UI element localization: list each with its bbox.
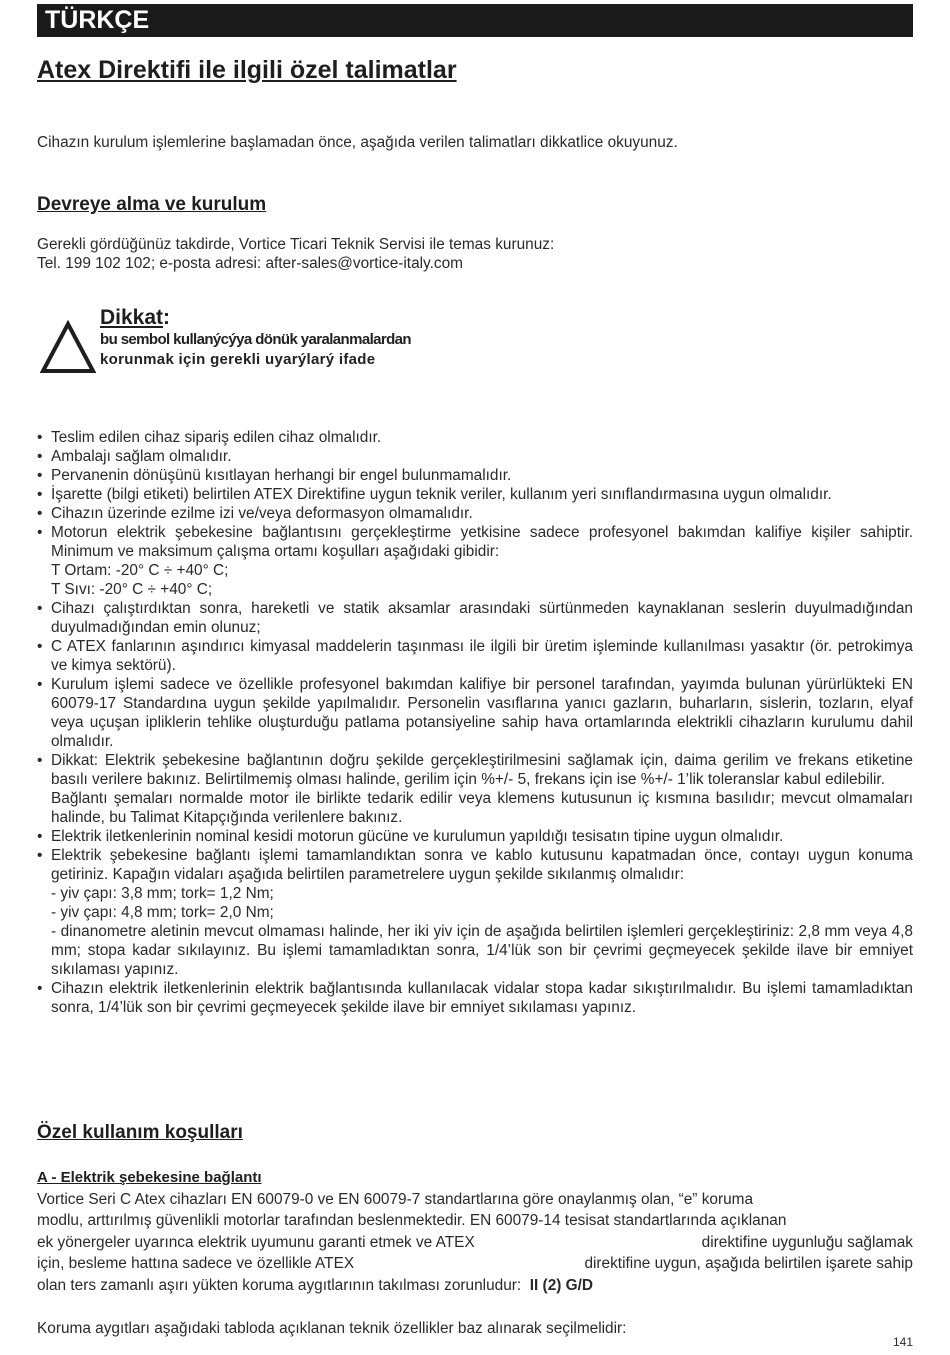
instruction-line: • Elektrik şebekesine bağlantı işlemi tamamlandıktan sonra ve kablo kutusunu kapatmadan önce, contayı uygun konuma getiriniz. Kapağın vidaları aşağıda belirtilen parametrelere uygun şekilde sıkılanmış olmalıdır: [51,847,913,883]
instruction-line: • C ATEX fanlarının aşındırıcı kimyasal maddelerin taşınması ile ilgili bir üretim işleminde kullanılması yasaktır (ör. petrokimya ve kimya sektörü). [51,638,913,674]
warning-triangle-icon [40,320,96,374]
instruction-line: • Teslim edilen cihaz sipariş edilen cihaz olmalıdır. [51,429,382,446]
instruction-line: • Ambalajı sağlam olmalıdır. [51,448,232,465]
electrical-connection-subtitle: A - Elektrik şebekesine bağlantı [37,1169,262,1186]
instruction-item [37,599,913,637]
warning-title [100,306,170,330]
instruction-item [37,751,913,827]
instruction-item [37,675,913,751]
instruction-line: T Ortam: -20° C ÷ +40° C; [51,562,229,579]
atex-marking: II (2) G/D [529,1277,594,1294]
commissioning-section-title: Devreye alma ve kurulum [37,194,267,215]
special-paragraph-line-1: Vortice Seri C Atex cihazları EN 60079-0 ve EN 60079-7 standartlarına göre onaylanmış olan, “e” koruma [37,1191,754,1208]
special-conditions-title: Özel kullanım koşulları [37,1122,243,1143]
language-header-bar: TÜRKÇE [37,4,913,37]
instruction-item [37,428,913,447]
page-title: Atex Direktifi ile ilgili özel talimatlar [37,56,457,84]
special-paragraph-line-5-text: olan ters zamanlı aşırı yükten koruma aygıtlarının takılması zorunludur: [37,1277,522,1294]
protection-devices-text: Koruma aygıtları aşağıdaki tabloda açıklanan teknik özellikler baz alınarak seçilmelidir: [37,1320,627,1337]
instruction-item [37,504,913,523]
special-paragraph-line-4b: direktifine uygun, aşağıda belirtilen işarete sahip [584,1255,913,1272]
instruction-line: • Cihazın elektrik iletkenlerinin elektrik bağlantısında kullanılacak vidalar stopa kadar sıkıştırılmalıdır. Bu işlemi tamamladıktan sonra, 1/4’lük son bir çevrimi geçmeyecek şekilde ilave bir emniyet sıkılaması yapınız. [51,980,913,1016]
instruction-item [37,827,913,846]
warning-text-line-1: bu sembol kullanýcýya dönük yaralanmalardan [100,331,411,348]
instruction-line: • Motorun elektrik şebekesine bağlantısını gerçekleştirme yetkisine sadece profesyonel bakımdan kalifiye kişiler sahiptir. Minimum ve maksimum çalışma ortamı koşulları aşağıdaki gibidir: [51,524,913,560]
special-paragraph-line-2: modlu, arttırılmış güvenlikli motorlar tarafından beslenmektedir. EN 60079-14 tesisat standartlarında açıklanan [37,1212,787,1229]
special-paragraph-line-5 [37,1276,913,1295]
special-paragraph-line-4a: için, besleme hattına sadece ve özellikle ATEX [37,1255,355,1272]
warning-title-text: Dikkat [100,306,164,329]
page-number: 141 [892,1335,913,1349]
instruction-item [37,637,913,675]
instruction-item [37,523,913,599]
instruction-line: - yiv çapı: 4,8 mm; tork= 2,0 Nm; [51,904,274,921]
instruction-line: • Cihazın üzerinde ezilme izi ve/veya deformasyon olmamalıdır. [51,505,473,522]
warning-title-colon: : [163,306,171,329]
instruction-line: • Pervanenin dönüşünü kısıtlayan herhangi bir engel bulunmamalıdır. [51,467,512,484]
special-paragraph-line-3b: direktifine uygunluğu sağlamak [701,1234,913,1251]
instruction-list [37,428,913,1017]
contact-line-1: Gerekli gördüğünüz takdirde, Vortice Ticari Teknik Servisi ile temas kurunuz: [37,236,555,253]
instruction-line: • Kurulum işlemi sadece ve özellikle profesyonel bakımdan kalifiye bir personel tarafından, yayımda bulunan yürürlükteki EN 60079-17 Standardına uygun şekilde yapılmalıdır. Personelin vasıflarına yanıcı gazların, buharların, sislerin, tozların, elyaf veya uçuşan ipliklerin tehlike oluşturduğu patlama potansiyeline sahip hava ortamlarında elektrikli cihazların kurulumu dahil olmalıdır. [51,676,913,750]
instruction-line: - yiv çapı: 3,8 mm; tork= 1,2 Nm; [51,885,274,902]
instruction-item [37,846,913,979]
instruction-item [37,979,913,1017]
instruction-line: - dinanometre aletinin mevcut olmaması halinde, her iki yiv için de aşağıda belirtilen işlemleri gerçekleştiriniz: 2,8 mm veya 4,8 mm; stopa kadar sıkılayınız. Bu işlemi tamamladıktan sonra, 1/4’lük son bir çevrimi geçmeyecek şekilde ilave bir emniyet sıkılaması yapınız. [51,923,913,978]
intro-text: Cihazın kurulum işlemlerine başlamadan önce, aşağıda verilen talimatları dikkatlice okuyunuz. [37,134,678,151]
instruction-item [37,466,913,485]
instruction-item [37,485,913,504]
instruction-line: • Cihazı çalıştırdıktan sonra, hareketli ve statik aksamlar arasındaki sürtünmeden kaynaklanan seslerin duyulmadığından duyulmadığından emin olunuz; [51,600,913,636]
instruction-line: • Dikkat: Elektrik şebekesine bağlantının doğru şekilde gerçekleştirilmesini sağlamak için, daima gerilim ve frekans etiketine basılı verilere bakınız. Belirtilmemiş olması halinde, gerilim için %+/- 5, frekans için ise %+/- 1’lik toleranslar kabul edilebilir. [51,752,913,788]
warning-text-line-2: korunmak için gerekli uyarýlarý ifade [100,351,376,368]
instruction-line: • Elektrik iletkenlerinin nominal kesidi motorun gücüne ve kurulumun yapıldığı tesisatın tipine uygun olmalıdır. [51,828,784,845]
special-paragraph-line-3a: ek yönergeler uyarınca elektrik uyumunu garanti etmek ve ATEX [37,1234,475,1251]
instruction-item [37,447,913,466]
instruction-line: Bağlantı şemaları normalde motor ile birlikte tedarik edilir veya klemens kutusunun iç kısmına basılıdır; mevcut olmamaları halinde, bu Talimat Kitapçığında verilenlere bakınız. [51,790,913,826]
contact-line-2: Tel. 199 102 102; e-posta adresi: after-sales@vortice-italy.com [37,255,463,272]
instruction-line: T Sıvı: -20° C ÷ +40° C; [51,581,213,598]
instruction-line: • İşarette (bilgi etiketi) belirtilen ATEX Direktifine uygun teknik veriler, kullanım yeri sınıflandırmasına uygun olmalıdır. [51,486,832,503]
